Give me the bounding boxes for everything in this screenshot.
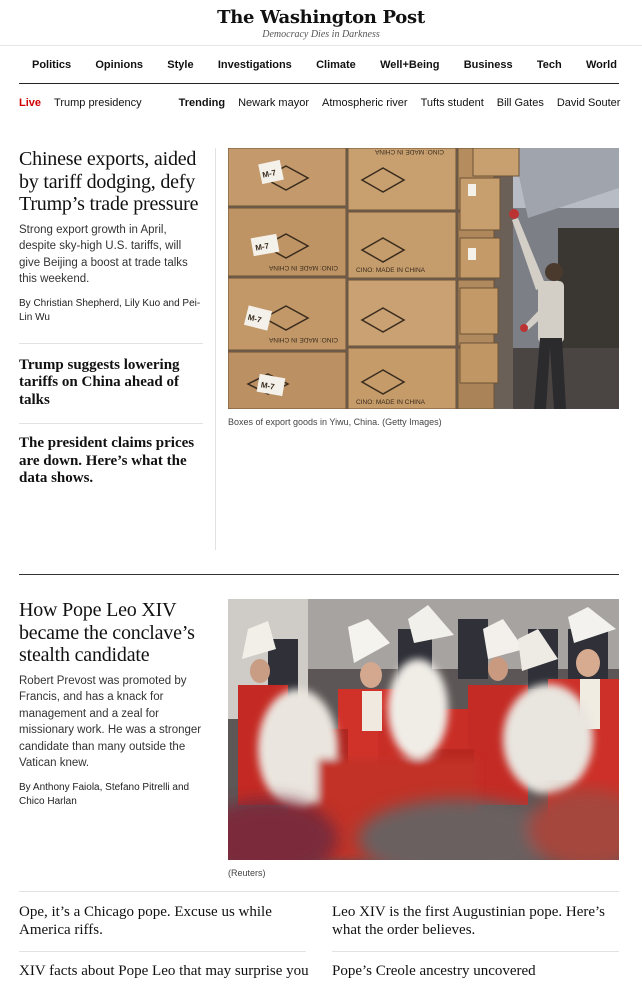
nav-well-being[interactable]: Well+Being (380, 58, 440, 71)
box-print: CINO: MADE IN CHINA (375, 148, 444, 155)
story-1-photo[interactable] (228, 148, 619, 409)
story-2-related-2[interactable]: Leo XIV is the first Augustinian pope. Here’s what the order believes. (332, 904, 606, 938)
section-nav (19, 46, 619, 84)
box-print: CINO: MADE IN CHINA (356, 267, 425, 274)
masthead (0, 0, 642, 46)
story-2-photo-caption: (Reuters) (228, 868, 266, 878)
story-2-headline[interactable]: How Pope Leo XIV became the conclave’s stealth candidate (19, 599, 195, 666)
story-2-byline[interactable]: By Anthony Faiola, Stefano Pitrelli and Chico Harlan (19, 781, 190, 807)
site-tagline: Democracy Dies in Darkness (262, 29, 380, 40)
trending-item-bill-gates[interactable]: Bill Gates (496, 97, 544, 109)
box-print: CINO: MADE IN CHINA (269, 264, 338, 271)
nav-opinions[interactable]: Opinions (95, 58, 144, 71)
trending-item-newark-mayor[interactable]: Newark mayor (238, 97, 309, 109)
trending-item-david-souter[interactable]: David Souter (556, 97, 621, 109)
column-divider (215, 148, 216, 550)
divider (19, 951, 306, 952)
story-1-related-1[interactable]: Trump suggests lowering tariffs on China ahead of talks (19, 356, 180, 408)
box-print: CINO: MADE IN CHINA (356, 399, 425, 406)
story-2-related-1[interactable]: Ope, it’s a Chicago pope. Excuse us while America riffs. (19, 904, 272, 938)
story-1-related-2[interactable]: The president claims prices are down. Here’s what the data shows. (19, 435, 195, 486)
box-label: M-7 (260, 380, 276, 392)
divider (332, 951, 619, 952)
nav-world[interactable]: World (586, 58, 617, 71)
live-topic-link[interactable]: Trump presidency (54, 97, 142, 109)
story-1-photo-caption: Boxes of export goods in Yiwu, China. (Getty Images) (228, 417, 442, 427)
nav-climate[interactable]: Climate (316, 58, 356, 71)
story-2-photo[interactable] (228, 599, 619, 860)
story-1-text-column (19, 148, 203, 488)
box-label: M-7 (246, 312, 263, 325)
site-logo[interactable]: The Washington Post (217, 7, 425, 28)
story-1-byline[interactable]: By Christian Shepherd, Lily Kuo and Pei-Lin Wu (19, 297, 201, 323)
divider (19, 423, 203, 424)
trending-bar (19, 92, 633, 114)
nav-investigations[interactable]: Investigations (217, 58, 292, 71)
section-divider (19, 574, 619, 575)
story-2-related-3[interactable]: XIV facts about Pope Leo that may surprise you (19, 963, 309, 979)
divider (19, 343, 203, 344)
trending-label: Trending (178, 97, 226, 109)
nav-style[interactable]: Style (167, 58, 194, 71)
live-label[interactable]: Live (19, 97, 42, 109)
box-label: M-7 (254, 241, 270, 253)
related-row-1 (19, 891, 619, 951)
story-2-related-4[interactable]: Pope’s Creole ancestry uncovered (332, 963, 536, 979)
trending-item-tufts-student[interactable]: Tufts student (420, 97, 484, 109)
trending-item-atmospheric-river[interactable]: Atmospheric river (322, 97, 408, 109)
story-2-dek: Robert Prevost was promoted by Francis, and has a knack for management and a zeal for missionary work. He was a stronger candidate than many outside the Vatican knew. (19, 674, 202, 769)
story-1-headline[interactable]: Chinese exports, aided by tariff dodging, defy Trump’s trade pressure (19, 148, 199, 215)
nav-business[interactable]: Business (463, 58, 513, 71)
box-print: CINO: MADE IN CHINA (269, 336, 338, 343)
nav-tech[interactable]: Tech (536, 58, 562, 71)
box-label: M-7 (261, 168, 277, 180)
nav-politics[interactable]: Politics (32, 58, 72, 71)
story-1-dek: Strong export growth in April, despite sky-high U.S. tariffs, will give Beijing a boost at trade talks this weekend. (19, 223, 188, 285)
story-2-text-column (19, 599, 203, 810)
